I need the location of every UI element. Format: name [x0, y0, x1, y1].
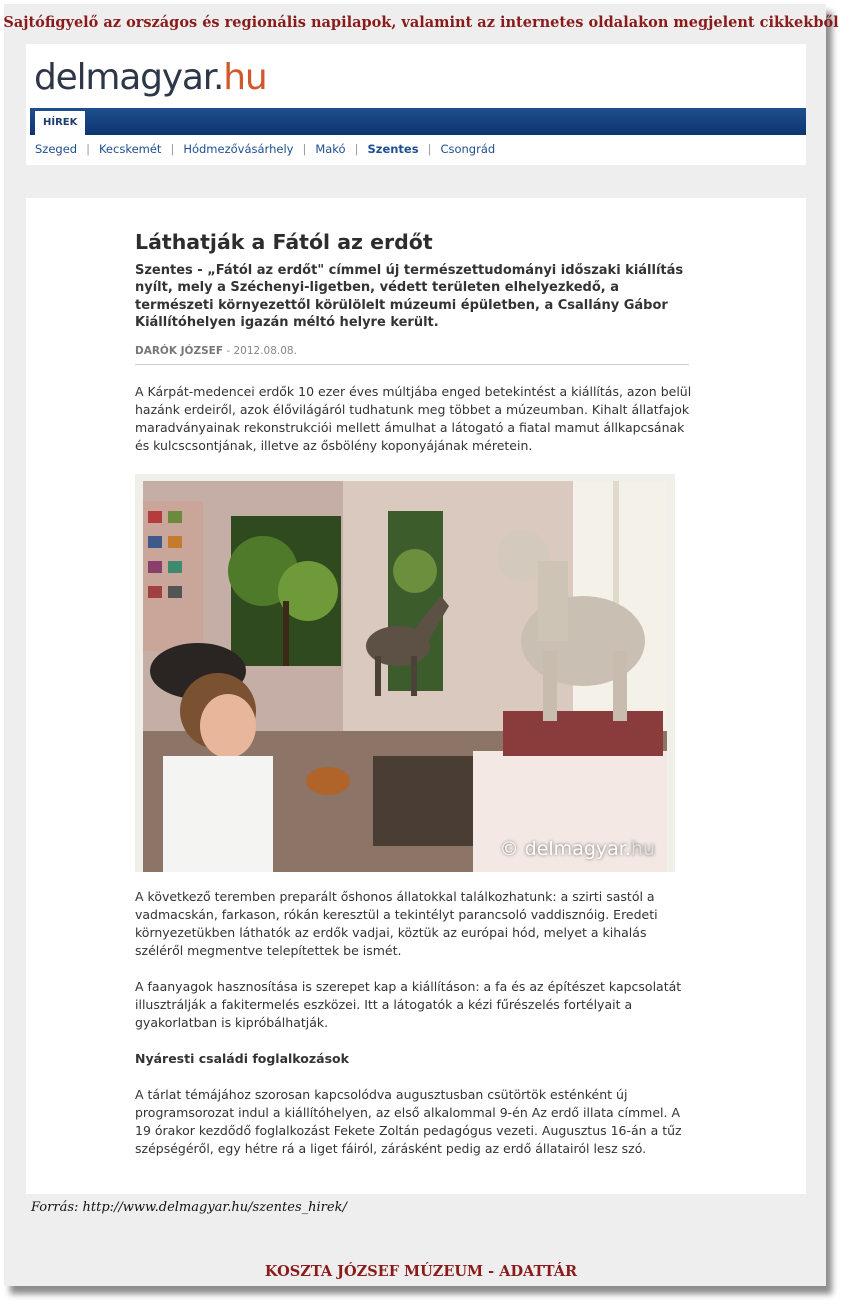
subnav-item-mako[interactable]: Makó — [315, 142, 346, 156]
article-title: Láthatják a Fától az erdőt — [135, 230, 433, 254]
byline-divider — [135, 364, 689, 365]
article-byline — [135, 345, 297, 357]
archive-footer: KOSZTA JÓZSEF MÚZEUM - ADATTÁR — [264, 1263, 578, 1280]
article-paragraph-1: A Kárpát-medencei erdők 10 ezer éves múltjába enged betekintést a kiállítás, azon belül hazánk erdeiről, azok élővilágáról tudhatunk meg többet a múzeumban. Kihalt állatfajok maradványainak rekonstrukciói mellett ámulhat a látogató a fiatal mamut állkapcsának és kulcscsontjának, illetve az ősbölény koponyájának méretein. — [135, 384, 692, 453]
subnav-separator: | — [302, 142, 307, 156]
article-photo-frame — [135, 474, 675, 872]
byline-separator: - — [223, 345, 234, 357]
photo-watermark — [500, 838, 655, 860]
copyright-icon: © — [499, 838, 519, 860]
article-paragraph-3: A faanyagok hasznosítása is szerepet kap a kiállításon: a fa és az építészet kapcsolatát illusztrálják a fakitermelés eszközei. Itt a látogatók a kézi fűrészelés fortélyait a gyakorlatban is kipróbálhatják. — [135, 979, 682, 1030]
article-photo[interactable] — [143, 481, 667, 872]
subnav-item-csongrad[interactable]: Csongrád — [440, 142, 496, 156]
logo-tld: hu — [223, 57, 267, 98]
tab-hirek[interactable]: HÍREK — [35, 111, 85, 135]
archive-header: Sajtófigyelő az országos és regionális napilapok, valamint az internetes oldalakon megjelent cikkekből — [3, 14, 839, 31]
article-author[interactable]: DARÓK JÓZSEF — [135, 345, 223, 357]
subnav-item-hodmezovasarhely[interactable]: Hódmezővásárhely — [183, 142, 294, 156]
subnav-item-kecskemet[interactable]: Kecskemét — [98, 142, 162, 156]
site-header — [26, 44, 806, 165]
source-url[interactable]: Forrás: http://www.delmagyar.hu/szentes_hirek/ — [31, 1200, 347, 1215]
article-subheading: Nyáresti családi foglalkozások — [135, 1051, 349, 1066]
article-date: 2012.08.08. — [233, 345, 297, 357]
museum-exhibit-image — [143, 481, 667, 872]
site-logo[interactable] — [34, 56, 267, 100]
subnav-separator: | — [170, 142, 175, 156]
main-nav-bar — [30, 108, 806, 135]
logo-main: delmagyar. — [34, 57, 224, 98]
article-lead: Szentes - „Fától az erdőt" címmel új természettudományi időszaki kiállítás nyílt, mely a Széchenyi-ligetben, védett területen elhelyezkedő, a természeti környezettől körülölelt múzeumi épületben, a Csallány Gábor Kiállítóhelyen igazán méltó helyre került. — [135, 263, 684, 330]
article-container — [26, 198, 806, 1194]
watermark-tld: hu — [630, 838, 655, 860]
subnav-item-szentes[interactable]: Szentes — [367, 142, 419, 156]
article-paragraph-2: A következő teremben preparált őshonos állatokkal találkozhatunk: a szirti sastól a vadmacskán, farkason, rókán keresztül a tekintélyt parancsoló vaddisznóig. Eredeti környezetükben láthatók az erdők vadjai, köztük az európai hód, melyet a kihalás széléről megmentve telepítettek be ismét. — [135, 889, 658, 958]
watermark-main: delmagyar. — [524, 838, 631, 860]
subnav-separator: | — [86, 142, 90, 156]
city-subnav — [35, 142, 495, 156]
subnav-separator: | — [354, 142, 359, 156]
article-paragraph-4: A tárlat témájához szorosan kapcsolódva augusztusban csütörtök esténként új programsorozat indul a kiállítóhelyen, az első alkalommal 9-én Az erdő illata címmel. A 19 órakor kezdődő foglalkozást Fekete Zoltán pedagógus vezeti. Augusztus 16-án a tűz szépségéről, egy hétre rá a liget fáiról, zárásként pedig az erdő állatairól lesz szó. — [135, 1087, 682, 1156]
subnav-separator: | — [427, 142, 432, 156]
subnav-item-szeged[interactable]: Szeged — [35, 142, 78, 156]
